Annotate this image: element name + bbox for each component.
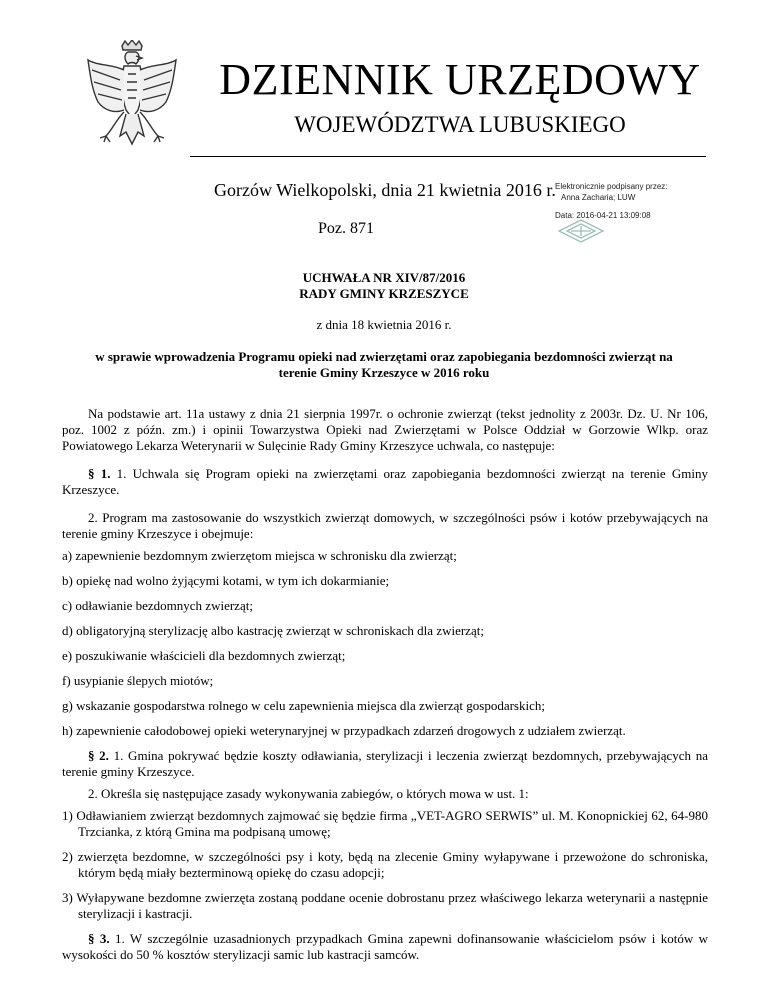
section-1-text: 1. Uchwala się Program opieki na zwierzętami oraz zapobiegania bezdomności zwierząt na terenie Gminy Krzeszyce.	[62, 466, 708, 497]
section-2-label: § 2.	[88, 748, 109, 763]
resolution-subject	[60, 349, 708, 381]
document-body	[62, 406, 708, 975]
subject-line-1: w sprawie wprowadzenia Programu opieki nad zwierzętami oraz zapobiegania bezdomności zwierząt na	[95, 349, 673, 364]
resolution-number: UCHWAŁA NR XIV/87/2016	[302, 270, 466, 285]
place-and-date: Gorzów Wielkopolski, dnia 21 kwietnia 2016 r.	[214, 180, 556, 200]
journal-subtitle: WOJEWÓDZTWA LUBUSKIEGO	[294, 112, 626, 137]
resolution-body: RADY GMINY KRZESZYCE	[299, 286, 469, 301]
signature-signer: Anna Zacharia; LUW	[561, 193, 636, 202]
numbered-item-2: 2) zwierzęta bezdomne, w szczególności psy i koty, będą na zlecenie Gminy wyłapywane i przewożone do schroniska, którym będą miały bezterminową opiekę do czasu adopcji;	[62, 849, 708, 880]
signature-line-1: Elektronicznie podpisany przez:	[555, 182, 668, 191]
eagle-emblem-icon	[84, 40, 180, 168]
list-item-h: h) zapewnienie całodobowej opieki weterynaryjnej w przypadkach zdarzeń drogowych z udziałem zwierząt.	[62, 723, 626, 738]
list-item-g: g) wskazanie gospodarstwa rolnego w celu zapewnienia miejsca dla zwierząt gospodarskich;	[62, 698, 545, 713]
list-item-f: f) usypianie ślepych miotów;	[62, 673, 214, 688]
signature-seal-icon	[556, 218, 606, 244]
journal-title: DZIENNIK URZĘDOWY	[219, 55, 701, 104]
section-1-para-1	[62, 466, 708, 498]
signature-date: Data: 2016-04-21 13:09:08	[555, 211, 651, 220]
resolution-date: z dnia 18 kwietnia 2016 r.	[316, 317, 452, 332]
preamble: Na podstawie art. 11a ustawy z dnia 21 sierpnia 1997r. o ochronie zwierząt (tekst jednolity z 2003r. Dz. U. Nr 106, poz. 1002 z późn. zm.) i opinii Towarzystwa Opieki nad Zwierzętami w Polsce Oddział w Gorzowie Wlkp. oraz Powiatowego Lekarza Weterynarii w Sulęcinie Rady Gminy Krzeszyce uchwala, co następuje:	[62, 406, 708, 453]
section-1-label: § 1.	[88, 466, 111, 481]
numbered-item-3: 3) Wyłapywane bezdomne zwierzęta zostaną poddane ocenie dobrostanu przez właściwego lekarza weterynarii a następnie sterylizacji i kastracji.	[62, 890, 708, 921]
section-3-label: § 3.	[88, 931, 110, 946]
list-item-e: e) poszukiwanie właścicieli dla bezdomnych zwierząt;	[62, 648, 346, 663]
section-1-para-2: 2. Program ma zastosowanie do wszystkich zwierząt domowych, w szczególności psów i kotów przebywających na terenie gminy Krzeszyce i obejmuje:	[62, 510, 708, 541]
header-divider	[190, 156, 706, 157]
subject-line-2: terenie Gminy Krzeszyce w 2016 roku	[278, 365, 490, 380]
position-number: Poz. 871	[318, 220, 374, 237]
list-item-b: b) opiekę nad wolno żyjącymi kotami, w tym ich dokarmianie;	[62, 573, 390, 588]
section-2-para-2: 2. Określa się następujące zasady wykonywania zabiegów, o których mowa w ust. 1:	[88, 786, 529, 801]
list-item-d: d) obligatoryjną sterylizację albo kastrację zwierząt w schroniskach dla zwierząt;	[62, 623, 484, 638]
numbered-item-1: 1) Odławianiem zwierząt bezdomnych zajmować się będzie firma „VET-AGRO SERWIS” ul. M. Konopnickiej 62, 64-980 Trzcianka, z którą Gmina ma podpisaną umowę;	[62, 808, 708, 839]
section-2-para-1	[62, 748, 708, 780]
list-item-c: c) odławianie bezdomnych zwierząt;	[62, 598, 253, 613]
resolution-heading	[60, 270, 708, 302]
section-3-para-1	[62, 931, 708, 963]
list-item-a: a) zapewnienie bezdomnym zwierzętom miejsca w schronisku dla zwierząt;	[62, 548, 457, 563]
section-3-text: 1. W szczególnie uzasadnionych przypadkach Gmina zapewni dofinansowanie właścicielom psów i kotów w wysokości do 50 % kosztów sterylizacji samic lub kastracji samców.	[62, 931, 708, 962]
section-2-text: 1. Gmina pokrywać będzie koszty odławiania, sterylizacji i leczenia zwierząt bezdomnych, przebywających na terenie gminy Krzeszyce.	[62, 748, 708, 779]
electronic-signature	[555, 181, 668, 221]
